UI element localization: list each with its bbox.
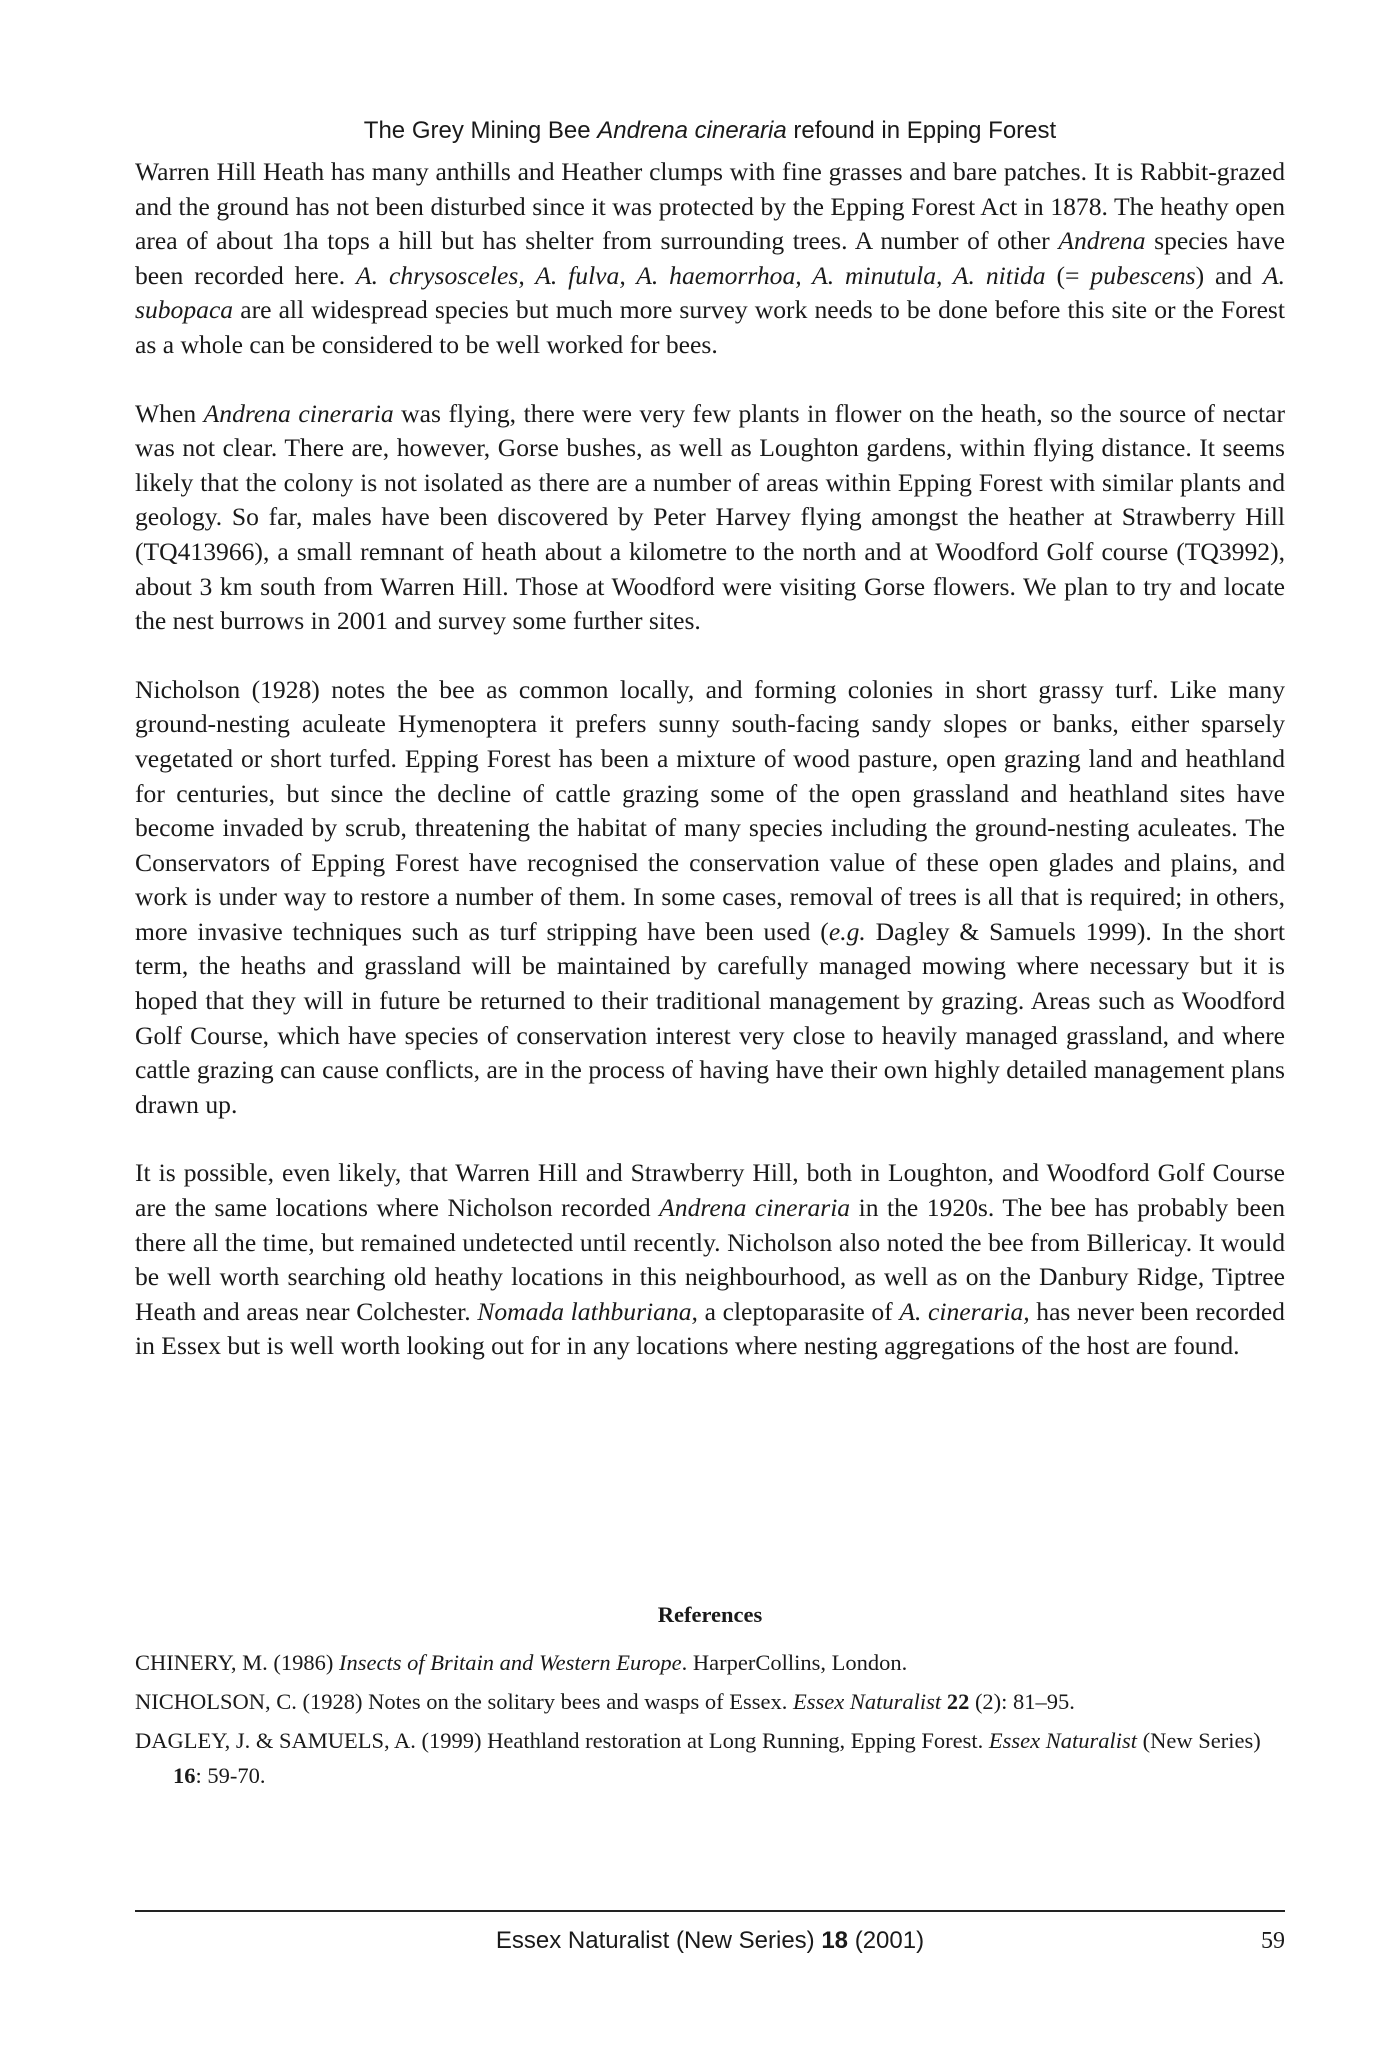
reference-volume: 16 bbox=[173, 1763, 196, 1788]
paragraph-historic-locations bbox=[135, 1156, 1285, 1364]
reference-journal: Essex Naturalist bbox=[988, 1728, 1138, 1753]
page-footer bbox=[135, 1925, 1285, 1957]
paragraph-habitat-management bbox=[135, 673, 1285, 1123]
reference-item bbox=[135, 1723, 1285, 1793]
text-run: ) and bbox=[1195, 260, 1263, 290]
references-heading: References bbox=[657, 1602, 763, 1627]
text-run: a cleptoparasite of bbox=[697, 1296, 900, 1326]
text-run: in the 1920s. The bee has probably been there all the time, but remained undetected until recently. Nicholson also noted the bee from Billericay. It would be well worth searching old heathy locations in this neighbourhood, as well as on the Danbury Ridge, Tiptree Heath and areas near Colchester. bbox=[135, 1193, 1285, 1326]
reference-pages: (2): 81–95. bbox=[969, 1689, 1075, 1714]
reference-title: Insects of Britain and Western Europe bbox=[338, 1650, 682, 1675]
reference-publisher: . HarperCollins, London. bbox=[681, 1650, 908, 1675]
running-title-suffix: refound in Epping Forest bbox=[786, 117, 1057, 144]
text-run: Nicholson (1928) notes the bee as common locally, and forming colonies in short grassy turf. Like many ground-nesting aculeate Hymenoptera it prefers sunny south-facing sandy slopes or banks, either sparsely vegetated or short turfed. Epping Forest has been a mixture of wood pasture, open grazing land and heathland for centuries, but since the decline of cattle grazing some of the open grassland and heathland sites have become invaded by scrub, threatening the habitat of many species including the ground-nesting aculeates. The Conservators of Epping Forest have recognised the conservation value of these open glades and plains, and work is under way to restore a number of them. In some cases, removal of trees is all that is required; in others, more invasive techniques such as turf stripping have been used ( bbox=[135, 674, 1285, 946]
species-list: A. chrysosceles, A. fulva, A. haemorrhoa, A. minutula, A. nitida bbox=[356, 260, 1046, 290]
text-run: Warren Hill Heath has many anthills and Heather clumps with fine grasses and bare patches. It is Rabbit-grazed and the ground has not been disturbed since it was protected by the Epping Forest Act in 1878. The heathy open area of about 1ha tops a hill but has shelter from surrounding trees. A number of other bbox=[135, 157, 1285, 256]
text-run: has never been recorded in Essex but is well worth looking out for in any locations where nesting aggregations of the host are found. bbox=[135, 1296, 1285, 1361]
species-name: pubescens bbox=[1090, 260, 1196, 290]
text-run: was flying, there were very few plants in flower on the heath, so the source of nectar was not clear. There are, however, Gorse bushes, as well as Loughton gardens, within flying distance. It seems likely that the colony is not isolated as there are a number of areas within Epping Forest with similar plants and geology. So far, males have been discovered by Peter Harvey flying amongst the heather at Strawberry Hill (TQ413966), a small remnant of heath about a kilometre to the north and at Woodford Golf course (TQ3992), about 3 km south from Warren Hill. Those at Woodford were visiting Gorse flowers. We plan to try and locate the nest burrows in 2001 and survey some further sites. bbox=[135, 398, 1286, 636]
reference-journal: Essex Naturalist bbox=[793, 1689, 942, 1714]
journal-year: (2001) bbox=[848, 1927, 925, 1954]
references-list bbox=[135, 1645, 1285, 1797]
reference-volume: 22 bbox=[946, 1689, 970, 1714]
text-run: (= bbox=[1045, 260, 1091, 290]
paragraph-warren-hill-heath bbox=[135, 155, 1285, 363]
species-name: A. cineraria, bbox=[899, 1296, 1030, 1326]
species-name: Andrena cineraria bbox=[659, 1193, 851, 1223]
text-run: Dagley & Samuels 1999). In the short term, the heaths and grassland will be maintained by carefully managed mowing where necessary but it is hoped that they will in future be returned to their traditional management by grazing. Areas such as Woodford Golf Course, which have species of conservation interest very close to heavily managed grassland, and where cattle grazing can cause conflicts, are in the process of having have their own highly detailed management plans drawn up. bbox=[135, 916, 1285, 1119]
reference-authors: NICHOLSON, C. (1928) Notes on the solitary bees and wasps of Essex. bbox=[135, 1689, 794, 1714]
article-body bbox=[135, 155, 1285, 1364]
running-title-prefix: The Grey Mining Bee bbox=[363, 117, 598, 144]
text-run: When bbox=[135, 398, 204, 428]
text-run: It is possible, even likely, that Warren Hill and Strawberry Hill, both in Loughton, and Woodford Golf Course are the same locations where Nicholson recorded bbox=[135, 1158, 1285, 1223]
journal-name: Essex Naturalist (New Series) bbox=[495, 1927, 822, 1954]
page-number: 59 bbox=[1261, 1928, 1285, 1954]
footer-journal bbox=[135, 1925, 1285, 1957]
abbreviation: e.g. bbox=[828, 916, 866, 946]
species-name: Nomada lathburiana, bbox=[477, 1296, 698, 1326]
reference-authors: CHINERY, M. (1986) bbox=[135, 1650, 339, 1675]
running-header bbox=[135, 116, 1285, 146]
text-run: species have been recorded here. bbox=[135, 226, 1285, 290]
footer-rule bbox=[135, 1910, 1285, 1912]
species-name: A. subopaca bbox=[135, 260, 1285, 325]
reference-authors: DAGLEY, J. & SAMUELS, A. (1999) Heathland restoration at Long Running, Epping Forest. bbox=[135, 1728, 989, 1753]
species-name: Andrena bbox=[1058, 226, 1146, 256]
running-title-species: Andrena cineraria bbox=[597, 117, 787, 144]
text-run: are all widespread species but much more survey work needs to be done before this site or the Forest as a whole can be considered to be well worked for bees. bbox=[135, 295, 1285, 359]
journal-volume: 18 bbox=[821, 1927, 849, 1954]
reference-item bbox=[135, 1645, 1285, 1680]
species-name: Andrena cineraria bbox=[203, 398, 394, 428]
reference-series: (New Series) bbox=[1137, 1728, 1261, 1753]
reference-pages: : 59-70. bbox=[195, 1763, 266, 1788]
paragraph-nectar-sources bbox=[135, 397, 1285, 639]
reference-item bbox=[135, 1684, 1285, 1719]
